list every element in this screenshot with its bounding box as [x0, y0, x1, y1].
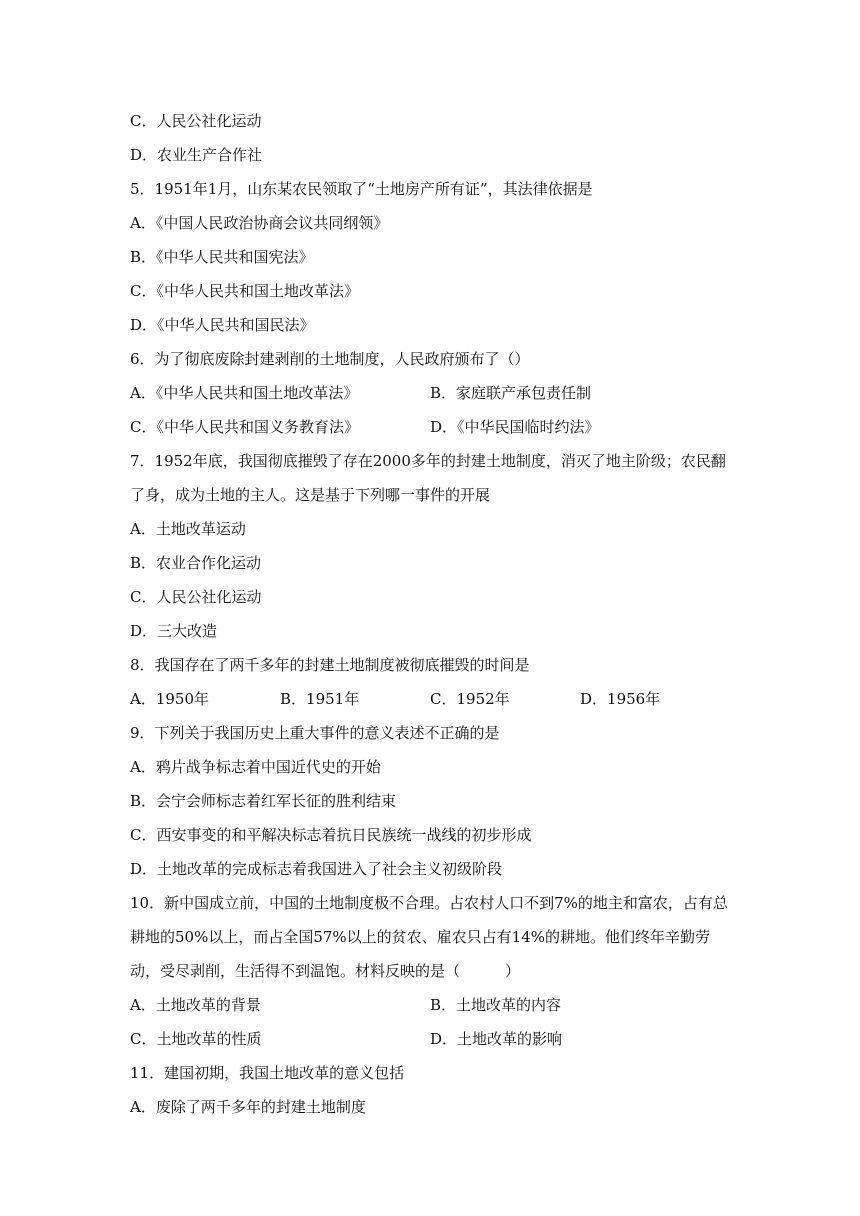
text-line: A．《中国人民政治协商会议共同纲领》: [130, 214, 389, 232]
option-row: [130, 992, 730, 1026]
option-item: B．家庭联产承包责任制: [430, 384, 592, 402]
text-line: 11．建国初期，我国土地改革的意义包括: [130, 1064, 405, 1082]
option-item: A．1950年: [130, 690, 210, 708]
option-row: [130, 414, 730, 448]
text-line: B．农业合作化运动: [130, 554, 262, 572]
text-line: 9．下列关于我国历史上重大事件的意义表述不正确的是: [130, 724, 500, 742]
text-line: 5．1951年1月，山东某农民领取了“土地房产所有证”，其法律依据是: [130, 180, 593, 198]
option-item: B．1951年: [280, 690, 360, 708]
option-item: A．土地改革的背景: [130, 996, 261, 1014]
option-row: [130, 1026, 730, 1060]
option-row: [130, 686, 730, 720]
text-line: C．人民公社化运动: [130, 112, 262, 130]
option-row: [130, 380, 730, 414]
text-line: D．土地改革的完成标志着我国进入了社会主义初级阶段: [130, 860, 503, 878]
option-item: B．土地改革的内容: [430, 996, 562, 1014]
text-line: B．《中华人民共和国宪法》: [130, 248, 314, 266]
text-line: A．土地改革运动: [130, 520, 246, 538]
text-line: C．《中华人民共和国土地改革法》: [130, 282, 359, 300]
option-item: D．《中华民国临时约法》: [430, 418, 600, 436]
text-line: A．鸦片战争标志着中国近代史的开始: [130, 758, 381, 776]
text-line: D．农业生产合作社: [130, 146, 263, 164]
text-line: D．三大改造: [130, 622, 218, 640]
text-line: B．会宁会师标志着红军长征的胜利结束: [130, 792, 397, 810]
option-item: D．1956年: [580, 690, 661, 708]
text-line: 7．1952年底，我国彻底摧毁了存在2000多年的封建土地制度，消灭了地主阶级；农民翻了身，成为土地的主人。这是基于下列哪一事件的开展: [130, 452, 726, 504]
text-line: 8．我国存在了两千多年的封建土地制度被彻底摧毁的时间是: [130, 656, 530, 674]
option-item: A．《中华人民共和国土地改革法》: [130, 384, 359, 402]
text-line: C．人民公社化运动: [130, 588, 262, 606]
text-line: D．《中华人民共和国民法》: [130, 316, 315, 334]
option-item: C．土地改革的性质: [130, 1030, 262, 1048]
question-list: [130, 108, 730, 1128]
option-item: D．土地改革的影响: [430, 1030, 563, 1048]
text-line: 10．新中国成立前，中国的土地制度极不合理。占农村人口不到7%的地主和富农，占有总耕地的50%以上，而占全国57%以上的贫农、雇农只占有14%的耕地。他们终年辛勤劳动，受尽剥削，生活得不到温饱。材料反映的是（ ）: [130, 894, 728, 980]
text-line: 6．为了彻底废除封建剥削的土地制度，人民政府颁布了（）: [130, 350, 530, 368]
option-item: C．《中华人民共和国义务教育法》: [130, 418, 359, 436]
text-line: A．废除了两千多年的封建土地制度: [130, 1098, 366, 1116]
text-line: C．西安事变的和平解决标志着抗日民族统一战线的初步形成: [130, 826, 532, 844]
option-item: C．1952年: [430, 690, 510, 708]
